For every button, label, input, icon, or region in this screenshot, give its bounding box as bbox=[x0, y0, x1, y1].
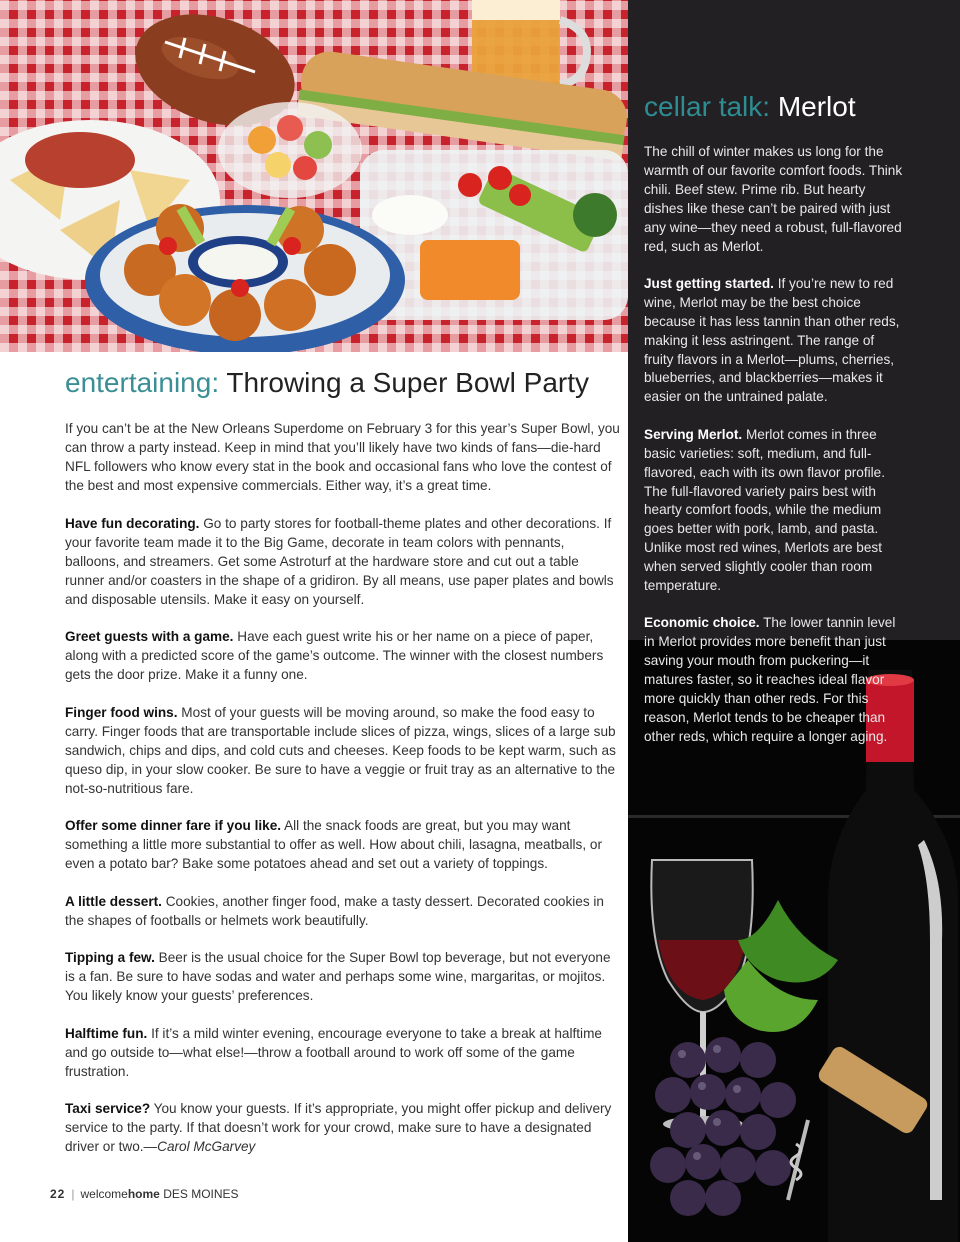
section-text: If you’re new to red wine, Merlot may be the best choice because it has less tannin than other reds, making it less astringent. The range of fruity flavors in a Merlot—plums, cherries, blueberries, and blackberries—makes it easier on the untrained palate. bbox=[644, 275, 900, 405]
super-bowl-food-photo bbox=[0, 0, 628, 352]
section-lead: Have fun decorating. bbox=[65, 515, 200, 531]
section-dessert bbox=[65, 892, 620, 930]
section-text: Beer is the usual choice for the Super Bowl top beverage, but not everyone is a fan. Be sure to have sodas and water and perhaps some wine, margaritas, or mojitos. You likely know your guests’ preferences. bbox=[65, 950, 611, 1003]
section-lead: Serving Merlot. bbox=[644, 426, 743, 442]
cellar-talk-body bbox=[644, 143, 906, 765]
author-byline: Carol McGarvey bbox=[157, 1139, 256, 1154]
section-text: Have each guest write his or her name on a piece of paper, along with a predicted score of the game’s outcome. The winner with the closest numbers gets the door prize. Make it a funny one. bbox=[65, 629, 604, 682]
section-text: If it’s a mild winter evening, encourage everyone to take a break at halftime and go outside to—what else!—throw a football around to work off some of the game frustration. bbox=[65, 1025, 602, 1079]
section-text: Cookies, another finger food, make a tasty dessert. Decorated cookies in the shapes of footballs or helmets work beautifully. bbox=[65, 893, 604, 928]
section-taxi bbox=[65, 1099, 620, 1156]
section-finger-food bbox=[65, 703, 620, 798]
page-footer bbox=[50, 1187, 239, 1201]
section-lead: Tipping a few. bbox=[65, 950, 155, 965]
entertaining-intro: If you can’t be at the New Orleans Superdome on February 3 for this year’s Super Bowl, you can throw a party instead. Keep in mind that you’ll likely have two kinds of fans—die-hard NFL followers who know every stat in the book and occasional fans who love the contest of the best and most expensive commercials. Either way, it’s a great time. bbox=[65, 421, 620, 493]
section-tipping bbox=[65, 948, 620, 1005]
section-decorating bbox=[65, 514, 620, 609]
section-lead: Taxi service? bbox=[65, 1101, 151, 1116]
section-text: Go to party stores for football-theme plates and other decorations. If your favorite team made it to the Big Game, decorate in team colors with pennants, balloons, and streamers. Get some Astroturf at the hardware store and cut out a table runner and/or coasters in the shape of a gridiron. By all means, use paper plates and bowls and disposable utensils. Make it easy on yourself. bbox=[65, 515, 614, 607]
cellar-talk-intro: The chill of winter makes us long for the warmth of our favorite comfort foods. Think chili. Beef stew. Prime rib. But hearty dishes like these can’t be paired with just any wine—they need a robust, full-flavored red, such as Merlot. bbox=[644, 144, 903, 254]
page-number: 22 bbox=[50, 1187, 66, 1201]
magazine-brand-a: welcome bbox=[80, 1187, 128, 1201]
cellar-talk-sidebar bbox=[628, 0, 960, 1242]
section-lead: Greet guests with a game. bbox=[65, 629, 234, 644]
entertaining-article-body bbox=[65, 419, 620, 1175]
section-game bbox=[65, 627, 620, 684]
section-lead: A little dessert. bbox=[65, 893, 162, 909]
section-lead: Just getting started. bbox=[644, 275, 774, 291]
section-text: You know your guests. If it’s appropriate, you might offer pickup and delivery service to the party. If that doesn’t work for your crowd, make sure to have a designated driver or two.— bbox=[65, 1101, 612, 1154]
footer-separator: | bbox=[71, 1187, 75, 1201]
section-text: The lower tannin level in Merlot provides more benefit than just saving your mouth from puckering—it matures faster, so it reaches ideal flavor more quickly than other reds. For this reason, Merlot tends to be cheaper than other reds, which require a longer aging. bbox=[644, 615, 896, 744]
magazine-brand-b: home bbox=[127, 1187, 160, 1201]
entertaining-kicker: entertaining: bbox=[65, 367, 220, 398]
section-getting-started bbox=[644, 275, 906, 407]
cellar-talk-kicker: cellar talk: bbox=[644, 91, 771, 122]
section-economic-choice bbox=[644, 614, 906, 746]
section-lead: Finger food wins. bbox=[65, 704, 178, 720]
section-lead: Economic choice. bbox=[644, 615, 760, 631]
cellar-talk-title: Merlot bbox=[770, 91, 856, 122]
section-text: Most of your guests will be moving around, so make the food easy to carry. Finger foods that are transportable include slices of pizza, wings, slices of a large sub sandwich, chips and dips, and cold cuts and cheeses. Keep foods to be kept warm, such as queso dip, in your slow cooker. Be sure to have a veggie or fruit tray as an alternative to the not-so-nutritious fare. bbox=[65, 704, 616, 796]
section-halftime bbox=[65, 1024, 620, 1081]
section-text: Merlot comes in three basic varieties: soft, medium, and full-flavored, each with its own flavor profile. The full-flavored variety pairs best with hearty comfort foods, while the medium goes better with pork, lamb, and pasta. Unlike most red wines, Merlots are best when served slightly cooler than room temperature. bbox=[644, 426, 886, 594]
section-text: All the snack foods are great, but you may want something a little more substantial to offer as well. How about chili, lasagna, meatballs, or even a potato bar? Bake some potatoes ahead and set out a variety of toppings. bbox=[65, 818, 602, 871]
section-lead: Offer some dinner fare if you like. bbox=[65, 818, 282, 833]
entertaining-headline bbox=[65, 364, 625, 402]
entertaining-title: Throwing a Super Bowl Party bbox=[219, 367, 589, 398]
section-serving-merlot bbox=[644, 426, 906, 596]
section-lead: Halftime fun. bbox=[65, 1025, 148, 1041]
cellar-talk-headline bbox=[644, 88, 856, 126]
magazine-city: DES MOINES bbox=[159, 1187, 239, 1201]
section-dinner-fare bbox=[65, 816, 620, 873]
